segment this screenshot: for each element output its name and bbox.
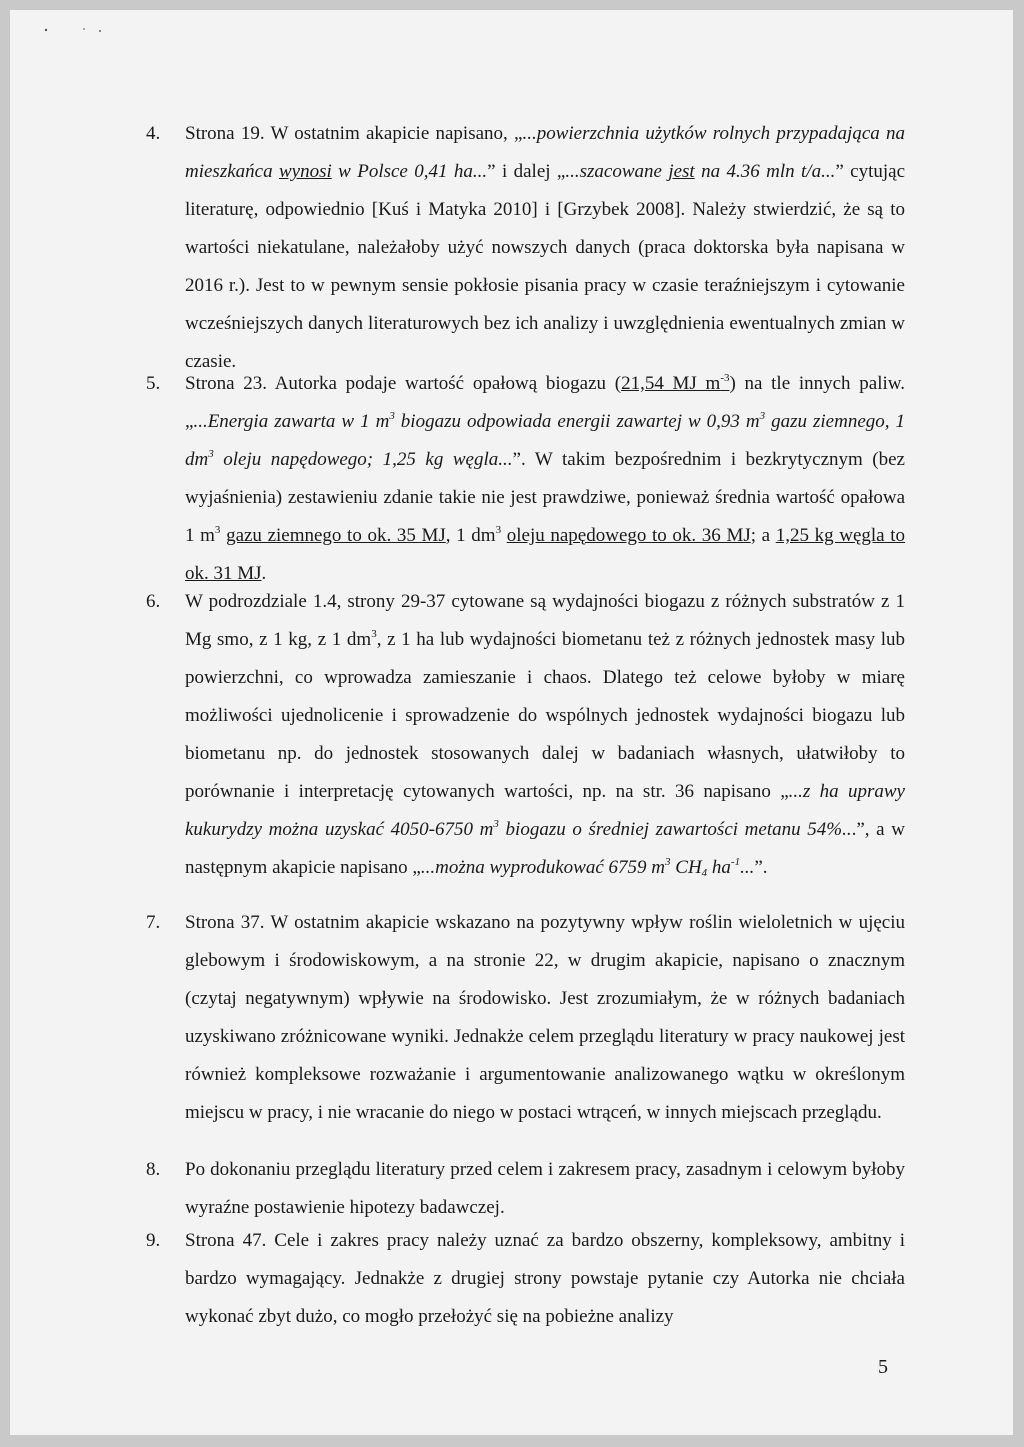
item-text	[185, 115, 905, 381]
text-run: ”.	[754, 857, 768, 878]
text-run: W podrozdziale 1.4, strony 29-37 cytowane są wydajności biogazu z różnych substratów z 1 Mg smo, z 1 kg, z 1 dm	[185, 591, 905, 650]
review-points-list	[10, 10, 1013, 1435]
item-number: 7.	[146, 912, 161, 933]
item-number: 4.	[146, 123, 161, 144]
text-run: oleju napędowego to ok. 36 MJ	[506, 525, 751, 546]
text-run: gazu ziemnego, 1 dm	[185, 411, 905, 470]
text-run: Strona 23. Autorka podaje wartość opałową biogazu (	[185, 373, 622, 394]
text-run: -1	[730, 856, 741, 868]
text-run: , 1 dm	[445, 525, 496, 546]
text-run: w Polsce 0,41 ha...	[331, 161, 488, 182]
text-run: ; a	[750, 525, 776, 546]
text-run: 3	[759, 410, 766, 422]
text-run: biogazu odpowiada energii zawartej w 0,93 m	[394, 411, 760, 432]
text-run: -3	[720, 372, 730, 384]
text-run: 4	[701, 867, 708, 879]
text-run: ...można wyprodukować 6759 m	[420, 857, 666, 878]
text-run: 21,54 MJ m	[621, 373, 721, 394]
text-run: Po dokonaniu przeglądu literatury przed celem i zakresem pracy, zasadnym i celowym byłoby wyraźne postawienie hipotezy badawczej.	[185, 1159, 905, 1218]
item-text	[185, 1151, 905, 1227]
text-run: 3	[495, 524, 502, 536]
text-run: wynosi	[278, 161, 332, 182]
text-run: 3	[389, 410, 395, 422]
text-run: ”. W takim bezpośrednim i bezkrytycznym (bez wyjaśnienia) zestawieniu zdanie takie nie jest prawdziwe, ponieważ średnia wartość opałowa 1 m	[185, 449, 905, 546]
text-run: ha	[707, 857, 731, 878]
text-run: ...	[740, 857, 755, 878]
text-run: oleju napędowego; 1,25 kg węgla...	[213, 449, 513, 470]
text-run: 3	[665, 856, 671, 868]
document-page	[10, 10, 1013, 1435]
text-run: 3	[208, 448, 214, 460]
text-run: .	[261, 563, 267, 584]
text-run: ...szacowane	[565, 161, 669, 182]
text-run: ...z ha uprawy kukurydzy można uzyskać 4050-6750 m	[185, 781, 905, 840]
text-run: ...Energia zawarta w 1 m	[193, 411, 390, 432]
page-number: 5	[878, 1356, 888, 1378]
item-number: 8.	[146, 1159, 161, 1180]
item-text	[185, 583, 905, 887]
text-run: CH	[670, 857, 702, 878]
text-run: Strona 47. Cele i zakres pracy należy uznać za bardzo obszerny, kompleksowy, ambitny i bardzo wymagający. Jednakże z drugiej strony powstaje pytanie czy Autorka nie chciała wykonać zbyt dużo, co mogło przełożyć się na pobieżne analizy	[185, 1230, 905, 1327]
text-run: gazu ziemnego to ok. 35 MJ	[226, 525, 446, 546]
text-run: Strona 19. W ostatnim akapicie napisano, „	[185, 123, 523, 144]
item-number: 6.	[146, 591, 161, 612]
text-run: na 4.36 mln t/a...	[694, 161, 836, 182]
text-run: ” i dalej „	[487, 161, 566, 182]
text-run: 1,25 kg węgla to ok. 31 MJ	[185, 525, 906, 584]
item-number: 5.	[146, 373, 161, 394]
text-run: .”, a w następnym akapicie napisano „	[185, 819, 905, 878]
text-run: , z 1 ha lub wydajności biometanu też z różnych jednostek masy lub powierzchni, co wprowadza zamieszanie i chaos. Dlatego też celowe byłoby w miarę możliwości ujednolicenie i sprowadzenie do wspólnych jednostek wydajności biogazu lub biometanu np. do jednostek stosowanych dalej w badaniach własnych, ułatwiłoby to porównanie i interpretację cytowanych wartości, np. na str. 36 napisano „	[185, 629, 905, 802]
text-run: biogazu o średniej zawartości metanu 54%..	[498, 819, 852, 840]
item-text	[185, 904, 905, 1132]
item-text	[185, 365, 905, 593]
text-run: ) na tle innych paliw. „	[185, 373, 905, 432]
text-run: ” cytując literaturę, odpowiednio [Kuś i Matyka 2010] i [Grzybek 2008]. Należy stwierdzić, że są to wartości niekatulane, należałoby użyć nowszych danych (praca doktorska była napisana w 2016 r.). Jest to w pewnym sensie pokłosie pisania pracy w czasie teraźniejszym i cytowanie wcześniejszych danych literaturowych bez ich analizy i uwzględnienia ewentualnych zmian w czasie.	[185, 161, 906, 372]
text-run: Strona 37. W ostatnim akapicie wskazano na pozytywny wpływ roślin wieloletnich w ujęciu glebowym i środowiskowym, a na stronie 22, w drugim akapicie, napisano o znacznym (czytaj negatywnym) wpływie na środowisko. Jest zrozumiałym, że w różnych badaniach uzyskiwano zróżnicowane wyniki. Jednakże celem przeglądu literatury w pracy naukowej jest również kompleksowe rozważanie i argumentowanie analizowanego wątku w określonym miejscu w pracy, i nie wracanie do niego w postaci wtrąceń, w innych miejscach przeglądu.	[185, 912, 905, 1123]
text-run: jest	[668, 161, 695, 182]
text-run: 3	[214, 524, 221, 536]
text-run: 3	[493, 818, 499, 830]
text-run: ...powierzchnia użytków rolnych przypadająca na mieszkańca	[185, 123, 905, 182]
text-run: 3	[371, 628, 377, 640]
item-text	[185, 1222, 905, 1336]
item-number: 9.	[146, 1230, 161, 1251]
